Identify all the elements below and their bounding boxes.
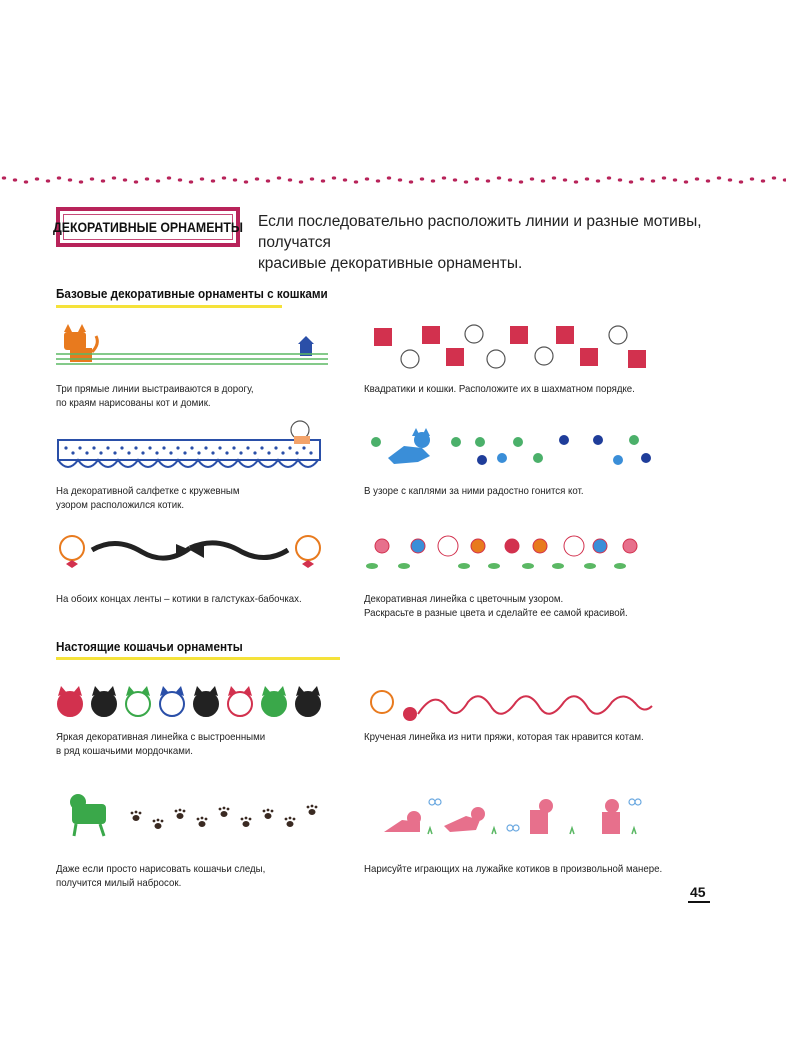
lace-dot bbox=[225, 451, 228, 454]
border-dot bbox=[772, 176, 776, 179]
section-title-basic: Базовые декоративные орнаменты с кошками bbox=[56, 286, 328, 301]
paw-pad bbox=[221, 811, 228, 817]
paw-pad bbox=[199, 821, 206, 827]
border-dot bbox=[519, 180, 523, 183]
lace-dot bbox=[246, 446, 249, 449]
cat-face bbox=[262, 692, 286, 716]
caption-line: получится милый набросок. bbox=[56, 877, 182, 889]
border-dot bbox=[585, 177, 589, 180]
border-dot bbox=[695, 177, 699, 180]
border-dot bbox=[596, 179, 600, 182]
paw-toe bbox=[271, 810, 274, 813]
lace-napkin-illustration bbox=[56, 418, 324, 474]
paw-toe bbox=[315, 806, 318, 809]
lace-dot bbox=[99, 451, 102, 454]
cat-face bbox=[228, 692, 252, 716]
leaf bbox=[488, 563, 500, 569]
border-dot bbox=[266, 179, 270, 182]
border-dot bbox=[607, 176, 611, 179]
border-dot bbox=[101, 179, 105, 182]
caption-line: Яркая декоративная линейка с выстроенными bbox=[56, 731, 266, 743]
page-number-underline bbox=[688, 901, 710, 903]
lace-dot bbox=[64, 446, 67, 449]
cat-faces-illustration bbox=[56, 686, 328, 720]
caption-yarn bbox=[364, 730, 644, 744]
drops-cat-illustration bbox=[368, 424, 650, 468]
lace-dot bbox=[155, 451, 158, 454]
border-dot bbox=[453, 178, 457, 181]
section-underline bbox=[56, 657, 340, 660]
paw-pad bbox=[177, 813, 184, 819]
drop-dot bbox=[559, 435, 569, 445]
lace-dot bbox=[190, 446, 193, 449]
lace-dot bbox=[204, 446, 207, 449]
paw-toe bbox=[241, 818, 244, 821]
border-dot bbox=[178, 178, 182, 181]
border-dot bbox=[684, 180, 688, 183]
drop-dot bbox=[513, 437, 523, 447]
cat-face bbox=[58, 692, 82, 716]
border-dot bbox=[662, 176, 666, 179]
border-dot bbox=[739, 180, 743, 183]
border-dot bbox=[79, 180, 83, 183]
paw-toe bbox=[293, 818, 296, 821]
border-dot bbox=[475, 177, 479, 180]
caption-line: Крученая линейка из нити пряжи, которая так нравится котам. bbox=[364, 731, 644, 743]
caption-ribbon bbox=[56, 592, 302, 606]
caption-line: Квадратики и кошки. Расположите их в шахматном порядке. bbox=[364, 383, 635, 395]
paw-toe bbox=[153, 820, 156, 823]
border-dot bbox=[46, 179, 50, 182]
drop-dot bbox=[629, 435, 639, 445]
intro-line-2: красивые декоративные орнаменты. bbox=[258, 255, 523, 272]
paw-toe bbox=[161, 820, 164, 823]
border-dot bbox=[442, 176, 446, 179]
lace-dot bbox=[260, 446, 263, 449]
paw-toe bbox=[179, 809, 182, 812]
paw-toe bbox=[157, 819, 160, 822]
paw-toe bbox=[139, 812, 142, 815]
section-underline bbox=[56, 305, 282, 308]
lace-dot bbox=[71, 451, 74, 454]
paw-toe bbox=[249, 818, 252, 821]
lace-dot bbox=[239, 451, 242, 454]
lace-dot bbox=[274, 446, 277, 449]
caption-line: Даже если просто нарисовать кошачьи следы, bbox=[56, 863, 266, 875]
paw-toe bbox=[227, 808, 230, 811]
paw-toe bbox=[219, 808, 222, 811]
border-dot bbox=[167, 176, 171, 179]
drop-dot bbox=[533, 453, 543, 463]
flower-motif bbox=[593, 539, 607, 553]
lace-dot bbox=[176, 446, 179, 449]
lace-dot bbox=[85, 451, 88, 454]
leaf bbox=[584, 563, 596, 569]
lace-dot bbox=[253, 451, 256, 454]
border-dot bbox=[189, 180, 193, 183]
border-dot bbox=[409, 180, 413, 183]
lace-dot bbox=[106, 446, 109, 449]
border-dot bbox=[288, 178, 292, 181]
paw-toe bbox=[183, 810, 186, 813]
paw-toe bbox=[131, 812, 134, 815]
border-dot bbox=[398, 178, 402, 181]
caption-line: Декоративная линейка с цветочным узором. bbox=[364, 593, 564, 605]
drop-dot bbox=[593, 435, 603, 445]
caption-line: Нарисуйте играющих на лужайке котиков в произвольной манере. bbox=[364, 863, 663, 875]
caption-line: узором расположился котик. bbox=[56, 499, 185, 511]
border-dot bbox=[541, 179, 545, 182]
lace-dot bbox=[309, 451, 312, 454]
border-dot bbox=[486, 179, 490, 182]
flower-motif bbox=[375, 539, 389, 553]
border-dot bbox=[13, 178, 17, 181]
flower-motif bbox=[505, 539, 519, 553]
playing-cats-illustration bbox=[380, 796, 656, 842]
paw-toe bbox=[285, 818, 288, 821]
border-dot bbox=[134, 180, 138, 183]
paw-pad bbox=[309, 809, 316, 815]
paw-toe bbox=[175, 810, 178, 813]
paw-prints-illustration bbox=[64, 794, 326, 846]
intro-text bbox=[258, 211, 728, 274]
border-dot bbox=[508, 178, 512, 181]
paw-toe bbox=[263, 810, 266, 813]
flower-motif bbox=[623, 539, 637, 553]
caption-line: На обоих концах ленты – котики в галстуках-бабочках. bbox=[56, 593, 302, 605]
border-dot bbox=[563, 178, 567, 181]
border-dot bbox=[629, 180, 633, 183]
section-header-box bbox=[53, 207, 243, 247]
lace-dot bbox=[267, 451, 270, 454]
cat-face bbox=[160, 692, 184, 716]
border-dot bbox=[497, 176, 501, 179]
lace-dot bbox=[183, 451, 186, 454]
caption-line: В узоре с каплями за ними радостно гонится кот. bbox=[364, 485, 584, 497]
border-dot bbox=[123, 178, 127, 181]
cat-face bbox=[296, 692, 320, 716]
lace-dot bbox=[134, 446, 137, 449]
flower-pattern-illustration bbox=[368, 528, 650, 574]
yarn-line-illustration bbox=[368, 686, 654, 726]
paw-toe bbox=[311, 805, 314, 808]
paw-toe bbox=[205, 818, 208, 821]
paw-toe bbox=[135, 811, 138, 814]
border-dot bbox=[376, 179, 380, 182]
paw-toe bbox=[245, 817, 248, 820]
paw-toe bbox=[289, 817, 292, 820]
border-dot bbox=[233, 178, 237, 181]
leaf bbox=[366, 563, 378, 569]
flower-motif bbox=[471, 539, 485, 553]
caption-line: по краям нарисованы кот и домик. bbox=[56, 397, 211, 409]
border-dot bbox=[464, 180, 468, 183]
paw-pad bbox=[133, 815, 140, 821]
border-dot bbox=[90, 177, 94, 180]
lace-dot bbox=[218, 446, 221, 449]
lace-dot bbox=[302, 446, 305, 449]
leaf bbox=[398, 563, 410, 569]
intro-line-1: Если последовательно расположить линии и разные мотивы, получатся bbox=[258, 213, 702, 251]
flower-motif bbox=[438, 536, 458, 556]
road-ornament-illustration bbox=[56, 322, 328, 374]
lace-dot bbox=[92, 446, 95, 449]
paw-toe bbox=[307, 806, 310, 809]
paw-toe bbox=[197, 818, 200, 821]
cat-face bbox=[92, 692, 116, 716]
lace-dot bbox=[141, 451, 144, 454]
drop-dot bbox=[477, 455, 487, 465]
border-dot bbox=[387, 176, 391, 179]
lace-dot bbox=[169, 451, 172, 454]
caption-line: в ряд кошачьими мордочками. bbox=[56, 745, 193, 757]
caption-squares bbox=[364, 382, 635, 396]
lace-dot bbox=[78, 446, 81, 449]
lace-dot bbox=[148, 446, 151, 449]
border-dot bbox=[651, 179, 655, 182]
caption-paws bbox=[56, 862, 265, 890]
caption-line: На декоративной салфетке с кружевным bbox=[56, 485, 240, 497]
lace-dot bbox=[120, 446, 123, 449]
border-dot bbox=[2, 176, 6, 179]
border-dot bbox=[530, 177, 534, 180]
border-dot bbox=[35, 177, 39, 180]
lace-dot bbox=[211, 451, 214, 454]
cat-face bbox=[194, 692, 218, 716]
lace-dot bbox=[281, 451, 284, 454]
page-title: ДЕКОРАТИВНЫЕ ОРНАМЕНТЫ bbox=[53, 219, 243, 235]
caption-flowers bbox=[364, 592, 628, 620]
flower-motif bbox=[411, 539, 425, 553]
flower-motif bbox=[533, 539, 547, 553]
border-dot bbox=[222, 176, 226, 179]
border-dot bbox=[68, 178, 72, 181]
paw-pad bbox=[155, 823, 162, 829]
border-dot bbox=[343, 178, 347, 181]
drop-dot bbox=[451, 437, 461, 447]
border-dot bbox=[24, 180, 28, 183]
border-dot bbox=[365, 177, 369, 180]
caption-line: Три прямые линии выстраиваются в дорогу, bbox=[56, 383, 254, 395]
border-dot bbox=[57, 176, 61, 179]
lace-dot bbox=[113, 451, 116, 454]
border-dot bbox=[728, 178, 732, 181]
border-dot bbox=[332, 176, 336, 179]
caption-faces bbox=[56, 730, 265, 758]
squares-cats-illustration bbox=[370, 322, 660, 372]
drop-dot bbox=[497, 453, 507, 463]
border-dot bbox=[552, 176, 556, 179]
border-dot bbox=[354, 180, 358, 183]
caption-line: Раскрасьте в разные цвета и сделайте ее самой красивой. bbox=[364, 607, 628, 619]
paw-toe bbox=[267, 809, 270, 812]
border-dot bbox=[717, 176, 721, 179]
border-dot bbox=[145, 177, 149, 180]
lace-dot bbox=[162, 446, 165, 449]
paw-toe bbox=[223, 807, 226, 810]
paw-pad bbox=[265, 813, 272, 819]
caption-playing bbox=[364, 862, 662, 876]
ribbon-cats-illustration bbox=[56, 530, 328, 572]
border-dot bbox=[640, 177, 644, 180]
border-dot bbox=[112, 176, 116, 179]
border-dot bbox=[618, 178, 622, 181]
border-dot bbox=[310, 177, 314, 180]
drop-dot bbox=[613, 455, 623, 465]
cat-face bbox=[126, 692, 150, 716]
paw-pad bbox=[243, 821, 250, 827]
border-dot bbox=[277, 176, 281, 179]
lace-dot bbox=[197, 451, 200, 454]
leaf bbox=[522, 563, 534, 569]
drop-dot bbox=[641, 453, 651, 463]
border-dot bbox=[299, 180, 303, 183]
caption-road bbox=[56, 382, 254, 410]
border-dot bbox=[244, 180, 248, 183]
leaf bbox=[552, 563, 564, 569]
lace-dot bbox=[127, 451, 130, 454]
section-title-cat: Настоящие кошачьи орнаменты bbox=[56, 639, 243, 654]
dotted-border bbox=[0, 172, 786, 192]
lace-dot bbox=[288, 446, 291, 449]
border-dot bbox=[321, 179, 325, 182]
border-dot bbox=[255, 177, 259, 180]
border-dot bbox=[211, 179, 215, 182]
leaf bbox=[458, 563, 470, 569]
border-dot bbox=[574, 180, 578, 183]
border-dot bbox=[761, 179, 765, 182]
border-dot bbox=[156, 179, 160, 182]
border-dot bbox=[673, 178, 677, 181]
border-dot bbox=[431, 179, 435, 182]
flower-motif bbox=[564, 536, 584, 556]
border-dot bbox=[706, 179, 710, 182]
caption-drops bbox=[364, 484, 584, 498]
paw-toe bbox=[201, 817, 204, 820]
page-number: 45 bbox=[690, 884, 706, 900]
lace-dot bbox=[295, 451, 298, 454]
caption-lace bbox=[56, 484, 240, 512]
border-dot bbox=[750, 177, 754, 180]
border-dot bbox=[420, 177, 424, 180]
lace-dot bbox=[232, 446, 235, 449]
drop-dot bbox=[475, 437, 485, 447]
border-dot bbox=[200, 177, 204, 180]
paw-pad bbox=[287, 821, 294, 827]
leaf bbox=[614, 563, 626, 569]
